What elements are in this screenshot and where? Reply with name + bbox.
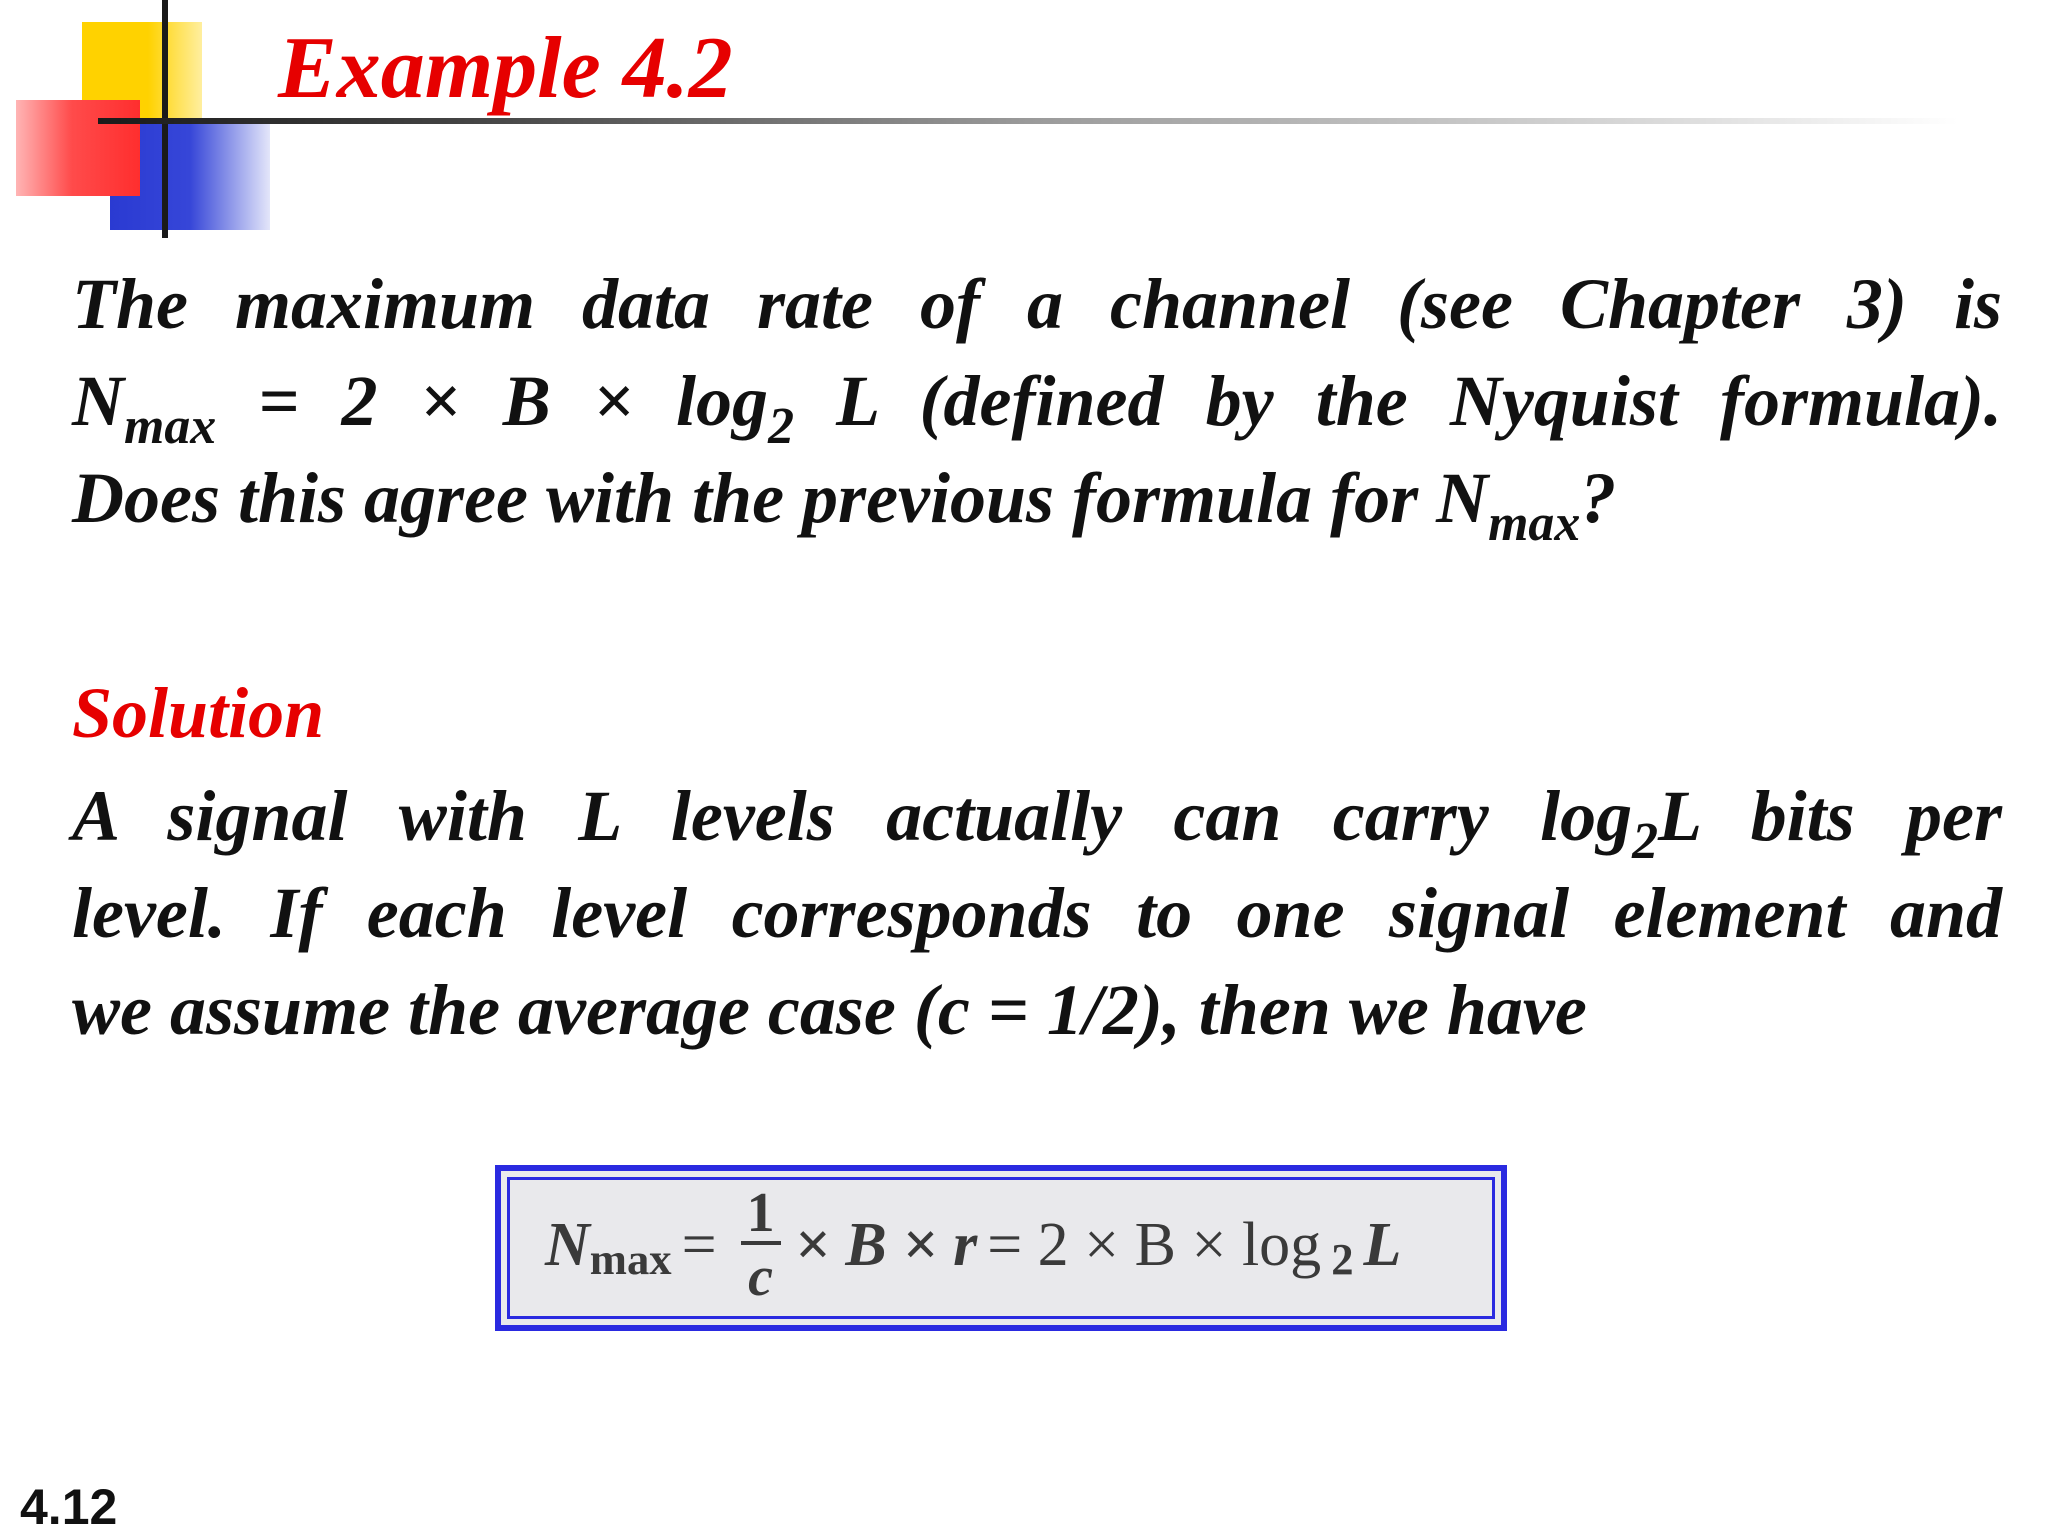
- formula-box: [495, 1165, 1507, 1331]
- solution-heading: Solution: [72, 673, 325, 753]
- page-number: 4.12: [20, 1479, 118, 1535]
- solution-line-3: we assume the average case (c = 1/2), then we have: [72, 970, 1587, 1050]
- solution-line-2: level. If each level corresponds to one signal element and: [72, 873, 2002, 953]
- problem-statement: [72, 256, 2003, 553]
- problem-line-1: The maximum data rate of a channel (see Chapter 3) is: [72, 264, 2002, 344]
- formula-part-1: × B × r: [794, 1210, 978, 1279]
- solution-text: [72, 768, 2002, 1059]
- decor-red-square: [16, 100, 140, 196]
- formula-end: L: [1363, 1210, 1402, 1279]
- problem-line-2: $N_{max} = 2 \times B \times \log_2 L$ (defined by the Nyquist formula).: [72, 361, 2003, 456]
- formula-equals-1: =: [681, 1210, 717, 1279]
- formula-lhs-sub: max: [589, 1234, 672, 1285]
- formula-fraction-numerator: 1: [741, 1185, 781, 1245]
- slide-title: Example 4.2: [278, 20, 733, 117]
- formula-lhs: N: [545, 1210, 590, 1279]
- formula-fraction-denominator: c: [748, 1246, 773, 1308]
- formula-fraction: [741, 1182, 781, 1308]
- solution-line-1: A signal with L levels actually can carry $\log_2L$ bits per: [72, 776, 2002, 871]
- formula: [545, 1182, 1402, 1308]
- formula-part-2: = 2 × B × log: [987, 1210, 1322, 1279]
- formula-log-sub: 2: [1331, 1234, 1354, 1285]
- problem-line-3: Does this agree with the previous formula for $N_{max}$?: [72, 458, 1617, 553]
